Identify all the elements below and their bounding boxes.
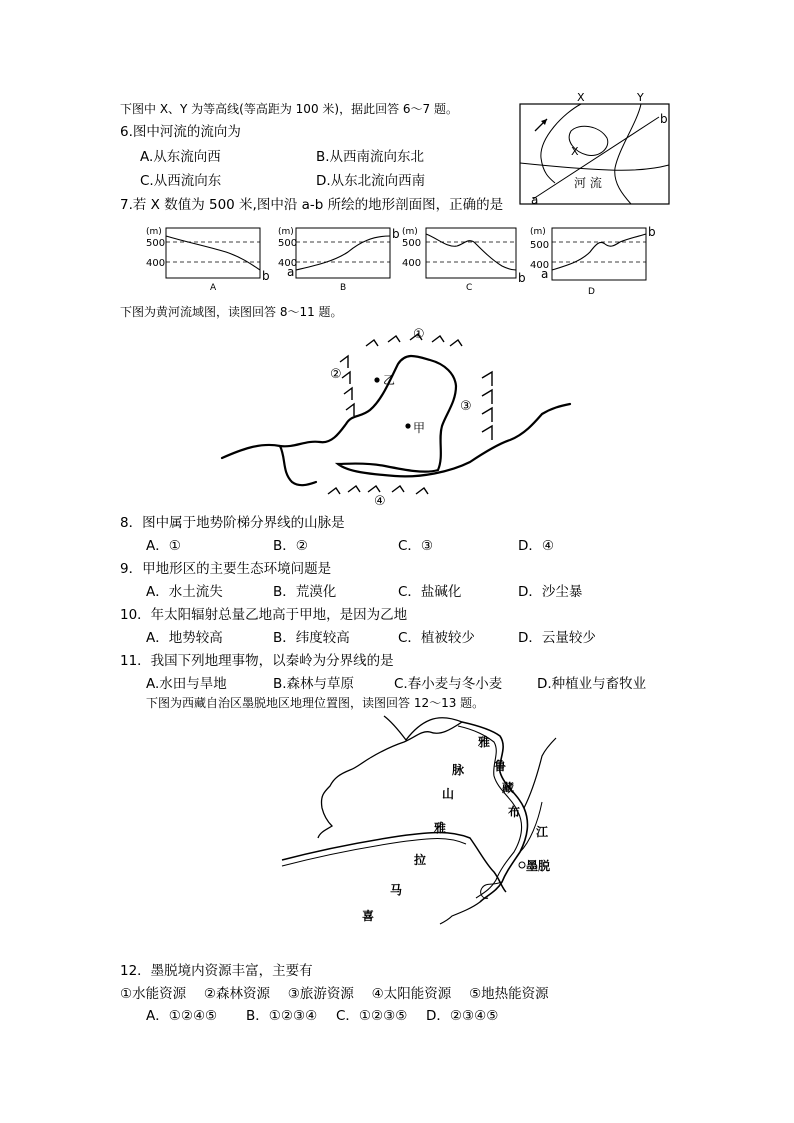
q9-option-d[interactable]: D．沙尘暴: [518, 584, 583, 600]
point-yi: [374, 377, 379, 382]
q9-option-c[interactable]: C．盐碱化: [398, 584, 462, 600]
river-char-3: 藏: [502, 781, 515, 795]
mountain-char-6: 脉: [452, 763, 465, 777]
profile-b-b: b: [392, 227, 400, 241]
profile-b-400: 400: [278, 258, 298, 269]
q11-option-b[interactable]: B.森林与草原: [273, 676, 355, 692]
q11-stem: 11．我国下列地理事物，以秦岭为分界线的是: [120, 653, 394, 669]
q10-option-c[interactable]: C．植被较少: [398, 630, 475, 646]
contour-y-label: Y: [637, 91, 644, 104]
mountain-char-4: 雅: [434, 821, 447, 835]
north-arrow-icon: [535, 119, 547, 131]
profile-c-letter: C: [466, 283, 473, 293]
q11-option-d[interactable]: D.种植业与畜牧业: [537, 676, 647, 692]
profile-a-500: 500: [146, 238, 166, 249]
profile-b-letter: B: [340, 283, 347, 293]
intro-q8-11: 下图为黄河流域图，读图回答 8～11 题。: [120, 305, 343, 319]
medog-town-marker: [519, 862, 525, 868]
q10-option-b[interactable]: B．纬度较高: [273, 630, 350, 646]
mountain-char-1: 喜: [362, 909, 375, 923]
profile-c-b: b: [518, 271, 526, 285]
q11-option-c[interactable]: C.春小麦与冬小麦: [394, 676, 503, 692]
profile-d-a: a: [541, 267, 549, 281]
profile-d-letter: D: [588, 287, 595, 297]
q6-option-a[interactable]: A.从东流向西: [140, 149, 221, 165]
inner-x-label: X: [571, 145, 579, 158]
q8-option-b[interactable]: B．②: [273, 538, 308, 554]
profile-a-letter: A: [210, 283, 217, 293]
river-char-4: 布: [508, 805, 521, 819]
q12-option-d[interactable]: D．②③④⑤: [426, 1008, 499, 1024]
q10-option-d[interactable]: D．云量较少: [518, 630, 596, 646]
q7-stem: 7.若 X 数值为 500 米,图中沿 a-b 所绘的地形剖面图，正确的是: [120, 197, 504, 213]
q12-option-b[interactable]: B．①②③④: [246, 1008, 318, 1024]
profile-d-500: 500: [530, 240, 550, 251]
mountain-char-3: 拉: [414, 853, 427, 867]
profile-c-500: 500: [402, 238, 422, 249]
intro-q12-13: 下图为西藏自治区墨脱地区地理位置图，读图回答 12～13 题。: [146, 696, 485, 710]
river-char-2: 鲁: [494, 759, 507, 773]
q8-option-c[interactable]: C．③: [398, 538, 434, 554]
point-b-label: b: [660, 112, 668, 126]
yellow-river-map: [220, 322, 572, 512]
profile-c: [402, 226, 526, 294]
contour-map: [519, 91, 671, 207]
point-jia: [405, 423, 410, 428]
q6-option-b[interactable]: B.从西南流向东北: [316, 149, 425, 165]
profile-b-unit: (m): [278, 227, 294, 237]
profile-d-unit: (m): [530, 227, 546, 237]
profile-a-400: 400: [146, 258, 166, 269]
q8-option-d[interactable]: D．④: [518, 538, 554, 554]
q12-option-a[interactable]: A．①②④⑤: [146, 1008, 218, 1024]
contour-x-label: X: [577, 91, 585, 104]
q10-stem: 10．年太阳辐射总量乙地高于甲地，是因为乙地: [120, 607, 408, 623]
profile-a-b: b: [262, 269, 270, 283]
profile-c-400: 400: [402, 258, 422, 269]
mountain-4-label: ④: [374, 494, 386, 509]
point-a-label: a: [531, 193, 539, 207]
river-char-5: 江: [536, 825, 549, 839]
mountain-3-label: ③: [460, 399, 472, 414]
q6-option-c[interactable]: C.从西流向东: [140, 173, 222, 189]
profile-c-unit: (m): [402, 227, 418, 237]
profile-d: [530, 226, 660, 298]
intro-q6-7: 下图中 X、Y 为等高线(等高距为 100 米)，据此回答 6～7 题。: [120, 102, 458, 116]
q6-option-d[interactable]: D.从东北流向西南: [316, 173, 426, 189]
profile-b-500: 500: [278, 238, 298, 249]
mountain-2-label: ②: [330, 367, 342, 382]
q6-stem: 6.图中河流的流向为: [120, 124, 241, 140]
profile-a-unit: (m): [146, 227, 162, 237]
mountain-4-marks: [328, 486, 428, 494]
q12-option-c[interactable]: C．①②③⑤: [336, 1008, 408, 1024]
q8-option-a[interactable]: A．①: [146, 538, 181, 554]
river-char-1: 雅: [478, 735, 491, 749]
q9-stem: 9．甲地形区的主要生态环境问题是: [120, 561, 332, 577]
profile-a: [146, 226, 270, 294]
river-label: 河 流: [574, 176, 602, 190]
medog-map: [280, 712, 560, 927]
jia-label: 甲: [413, 421, 426, 435]
profile-d-b: b: [648, 225, 656, 239]
q11-option-a[interactable]: A.水田与旱地: [146, 676, 227, 692]
q8-stem: 8．图中属于地势阶梯分界线的山脉是: [120, 515, 345, 531]
mountain-1-label: ①: [413, 327, 425, 342]
q12-stem: 12．墨脱境内资源丰富，主要有: [120, 963, 313, 979]
q10-option-a[interactable]: A．地势较高: [146, 630, 223, 646]
profile-b: [278, 226, 402, 294]
mountain-char-5: 山: [442, 787, 455, 801]
yi-label: 乙: [383, 373, 396, 387]
profile-d-400: 400: [530, 260, 550, 271]
q9-option-a[interactable]: A．水土流失: [146, 584, 223, 600]
profile-b-a: a: [287, 265, 295, 279]
mountain-3-marks: [482, 372, 492, 440]
q12-items: ①水能资源 ②森林资源 ③旅游资源 ④太阳能资源 ⑤地热能资源: [120, 986, 549, 1002]
mountain-char-2: 马: [390, 883, 403, 897]
medog-town-label: 墨脱: [526, 859, 551, 873]
mountain-2-marks: [340, 356, 354, 416]
q9-option-b[interactable]: B．荒漠化: [273, 584, 337, 600]
